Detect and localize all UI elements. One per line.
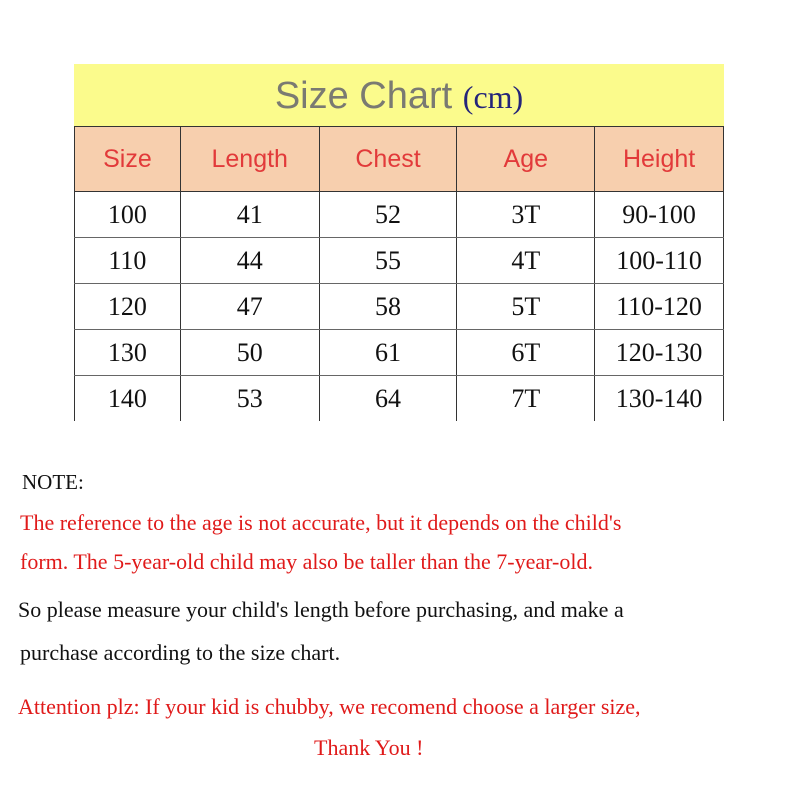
header-row [75, 127, 724, 192]
cell-size: 110 [75, 238, 181, 284]
note-black-line-2: purchase according to the size chart. [20, 640, 341, 665]
cell-chest: 64 [319, 376, 457, 422]
cell-age: 6T [457, 330, 595, 376]
attention-text: Attention plz: If your kid is chubby, we recomend choose a larger size, [18, 694, 641, 719]
cell-size: 130 [75, 330, 181, 376]
cell-length: 53 [180, 376, 319, 422]
table-row [75, 330, 724, 376]
header-size: Size [75, 127, 181, 192]
header-length: Length [180, 127, 319, 192]
header-age: Age [457, 127, 595, 192]
cell-chest: 58 [319, 284, 457, 330]
header-height: Height [595, 127, 724, 192]
table-row [75, 376, 724, 422]
cell-height: 110-120 [595, 284, 724, 330]
table-row [75, 284, 724, 330]
cell-height: 120-130 [595, 330, 724, 376]
cell-size: 120 [75, 284, 181, 330]
cell-age: 3T [457, 192, 595, 238]
note-red-line-2: form. The 5-year-old child may also be taller than the 7-year-old. [20, 549, 593, 574]
cell-length: 47 [180, 284, 319, 330]
cell-length: 50 [180, 330, 319, 376]
cell-age: 7T [457, 376, 595, 422]
cell-length: 44 [180, 238, 319, 284]
cell-chest: 61 [319, 330, 457, 376]
note-label: NOTE: [22, 470, 84, 494]
title-unit: (cm) [462, 79, 524, 115]
cell-height: 100-110 [595, 238, 724, 284]
thank-you-text: Thank You ! [314, 735, 424, 760]
header-chest: Chest [319, 127, 457, 192]
cell-height: 130-140 [595, 376, 724, 422]
cell-size: 140 [75, 376, 181, 422]
cell-chest: 55 [319, 238, 457, 284]
cell-age: 5T [457, 284, 595, 330]
note-red-line-1: The reference to the age is not accurate, but it depends on the child's [20, 510, 622, 535]
cell-age: 4T [457, 238, 595, 284]
cell-size: 100 [75, 192, 181, 238]
title-text: Size Chart [274, 75, 453, 117]
cell-height: 90-100 [595, 192, 724, 238]
table-row [75, 192, 724, 238]
size-table [74, 126, 724, 421]
cell-chest: 52 [319, 192, 457, 238]
note-black-line-1: So please measure your child's length before purchasing, and make a [18, 597, 624, 622]
table-row [75, 238, 724, 284]
size-chart-title [74, 64, 724, 126]
cell-length: 41 [180, 192, 319, 238]
